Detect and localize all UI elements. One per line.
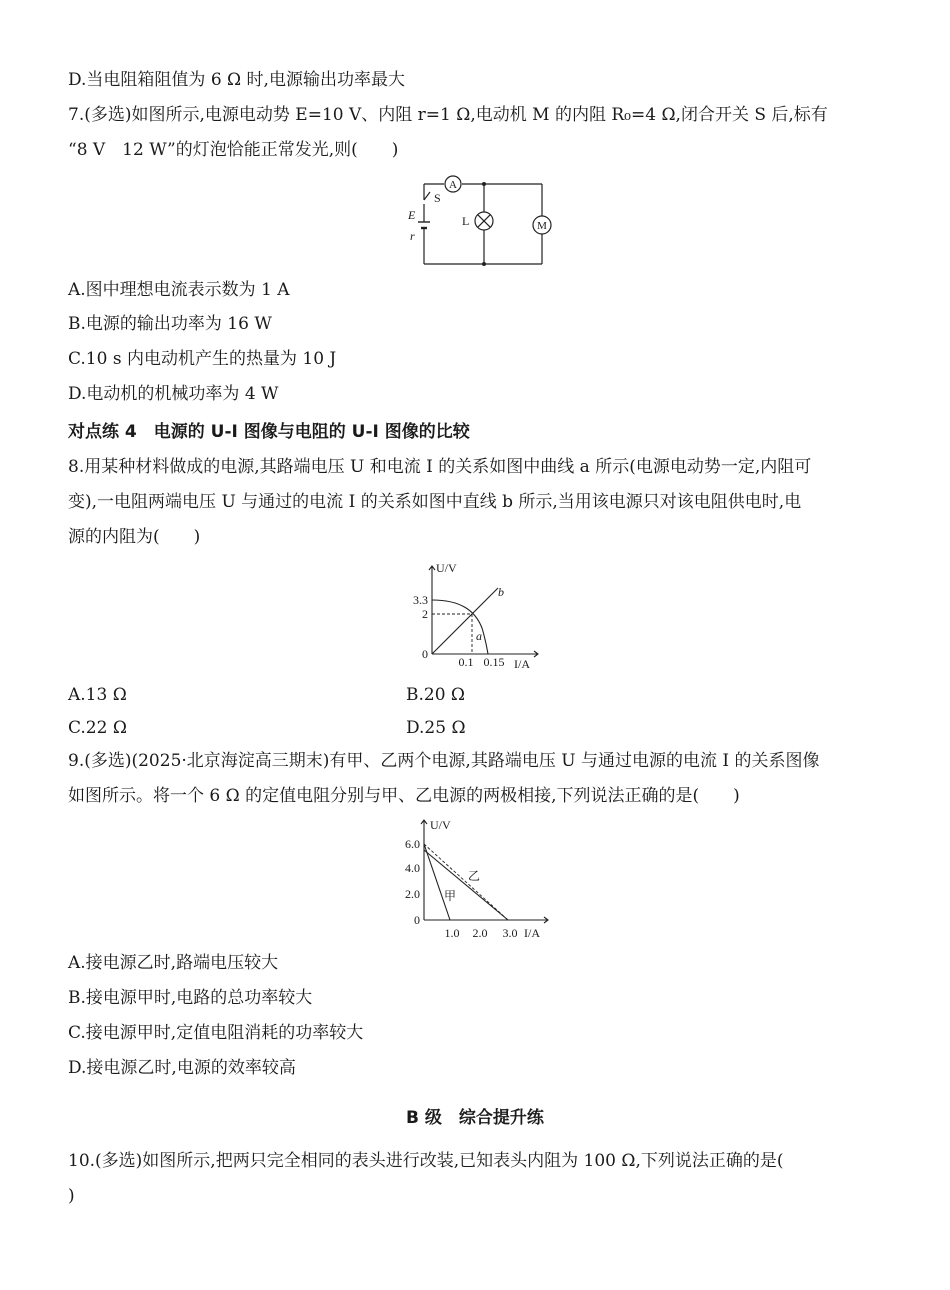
q6-option-d: D.当电阻箱阻值为 6 Ω 时,电源输出功率最大 [68, 70, 405, 90]
q7-option-d: D.电动机的机械功率为 4 W [68, 384, 279, 404]
svg-text:2.0: 2.0 [405, 887, 420, 901]
svg-text:r: r [410, 229, 415, 243]
q7-stem-line2: “8 V 12 W”的灯泡恰能正常发光,则( ) [68, 140, 399, 160]
svg-text:0: 0 [414, 913, 420, 927]
q8-option-a: A.13 Ω [68, 685, 127, 705]
q8-stem-line1: 8.用某种材料做成的电源,其路端电压 U 和电流 I 的关系如图中曲线 a 所示(电源电动势一定,内阻可 [68, 457, 812, 477]
q7-stem-line1: 7.(多选)如图所示,电源电动势 E=10 V、内阻 r=1 Ω,电动机 M 的内阻 R₀=4 Ω,闭合开关 S 后,标有 [68, 105, 828, 125]
q9-line-yi [424, 850, 508, 920]
svg-text:S: S [434, 191, 441, 205]
svg-text:4.0: 4.0 [405, 861, 420, 875]
svg-text:甲: 甲 [444, 889, 457, 903]
q8-option-b: B.20 Ω [406, 685, 466, 705]
q9-stem-line1: 9.(多选)(2025·北京海淀高三期末)有甲、乙两个电源,其路端电压 U 与通过电源的电流 I 的关系图像 [68, 751, 820, 771]
q8-line-b [432, 588, 498, 654]
q9-option-d: D.接电源乙时,电源的效率较高 [68, 1058, 296, 1078]
q8-stem-line3: 源的内阻为( ) [68, 527, 201, 547]
svg-text:U/V: U/V [430, 818, 451, 832]
q10-stem-line1: 10.(多选)如图所示,把两只完全相同的表头进行改装,已知表头内阻为 100 Ω,下列说法正确的是( [68, 1151, 784, 1171]
svg-text:3.3: 3.3 [413, 593, 428, 607]
svg-text:乙: 乙 [468, 869, 481, 883]
level-b-heading: B 级 综合提升练 [406, 1108, 544, 1128]
q8-stem-line2: 变),一电阻两端电压 U 与通过的电流 I 的关系如图中直线 b 所示,当用该电源只对该电阻供电时,电 [68, 492, 802, 512]
q9-option-a: A.接电源乙时,路端电压较大 [68, 953, 279, 973]
svg-text:0: 0 [422, 647, 428, 661]
svg-text:6.0: 6.0 [405, 837, 420, 851]
q8-ui-graph [400, 560, 550, 672]
q8-option-d: D.25 Ω [406, 718, 466, 738]
svg-text:E: E [408, 208, 416, 222]
q7-option-a: A.图中理想电流表示数为 1 A [68, 280, 290, 300]
q7-option-b: B.电源的输出功率为 16 W [68, 314, 272, 334]
svg-text:I/A: I/A [514, 657, 530, 671]
svg-text:A: A [449, 179, 457, 191]
q10-stem-line2: ) [68, 1186, 75, 1206]
svg-text:L: L [462, 214, 470, 228]
q9-option-c: C.接电源甲时,定值电阻消耗的功率较大 [68, 1023, 364, 1043]
q9-stem-line2: 如图所示。将一个 6 Ω 的定值电阻分别与甲、乙电源的两极相接,下列说法正确的是( ) [68, 786, 740, 806]
svg-text:2: 2 [422, 607, 428, 621]
q9-option-b: B.接电源甲时,电路的总功率较大 [68, 988, 313, 1008]
q8-option-c: C.22 Ω [68, 718, 127, 738]
svg-text:M: M [537, 220, 547, 232]
svg-text:a: a [476, 629, 482, 643]
svg-text:2.0: 2.0 [472, 926, 488, 940]
svg-text:b: b [498, 585, 504, 599]
q9-ui-graph [390, 814, 560, 944]
svg-text:U/V: U/V [436, 561, 457, 575]
svg-text:1.0: 1.0 [444, 926, 460, 940]
svg-text:0.15: 0.15 [483, 655, 505, 669]
svg-text:0.1: 0.1 [458, 655, 474, 669]
svg-text:3.0: 3.0 [502, 926, 518, 940]
q7-circuit-diagram [400, 172, 560, 268]
section-4-title: 对点练 4 电源的 U-I 图像与电阻的 U-I 图像的比较 [68, 422, 470, 442]
svg-text:I/A: I/A [524, 926, 540, 940]
q7-option-c: C.10 s 内电动机产生的热量为 10 J [68, 349, 337, 369]
